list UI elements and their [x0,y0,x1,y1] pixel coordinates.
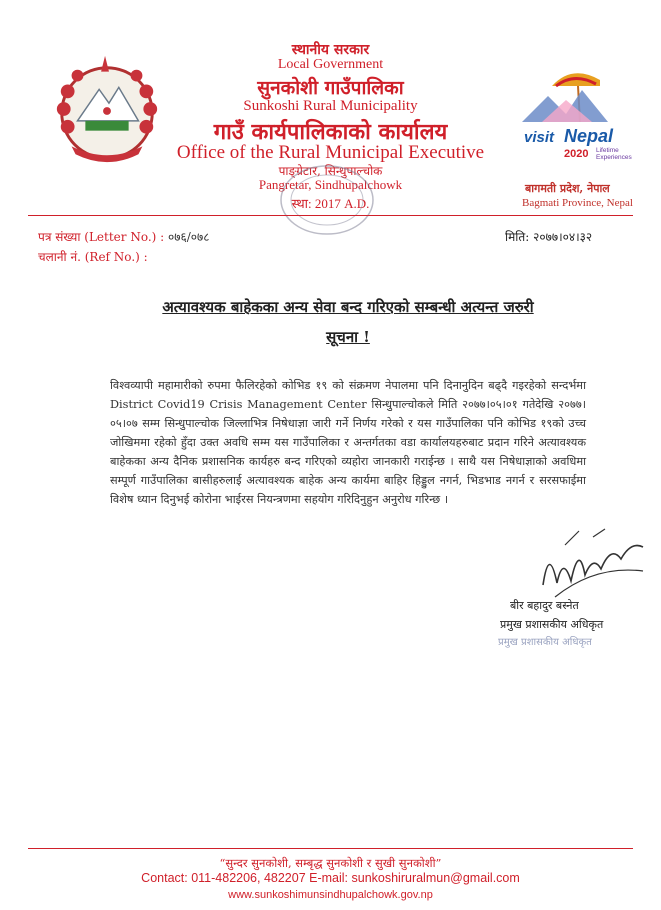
letter-number-value: ०७६/०७८ [168,230,210,244]
signer-name: बीर बहादुर बस्नेत [510,599,579,612]
ref-number-label: चलानी नं. (Ref No.) : [38,250,148,264]
subject-line-2: सूचना ! [326,328,370,346]
footer-contact: Contact: 011-482206, 482207 E-mail: sunkoshiruralmun@gmail.com [141,871,520,885]
signer-title: प्रमुख प्रशासकीय अधिकृत [500,618,604,631]
header-address-np: पाङ्ग्रेटार, सिन्धुपाल्चोक [278,164,383,178]
footer-motto: “सुन्दर सुनकोशी, सम्बृद्ध सुनकोशी र सुखी सुनकोशी” [219,856,442,870]
header-municipality-en: Sunkoshi Rural Municipality [243,98,418,114]
province-en: Bagmati Province, Nepal [522,197,633,209]
letter-number-label: पत्र संख्या (Letter No.) : [38,230,165,244]
header-municipality-np: सुनकोशी गाउँपालिका [257,77,404,99]
letter-date [505,228,592,245]
office-stamp-icon [275,160,380,240]
subject-line-1: अत्यावश्यक बाहेकका अन्य सेवा बन्द गरिएको सम्बन्धी अत्यन्त जरुरी [162,298,534,316]
visit-logo-year: 2020 [564,148,589,160]
footer-divider [28,848,633,849]
date-value: २०७७।०४।३२ [533,230,593,244]
header-local-gov-np: स्थानीय सरकार [291,42,370,58]
date-label: मिति: [505,230,530,244]
header-established: स्था: 2017 A.D. [291,196,370,211]
visit-logo-tag2: Experiences [596,154,632,161]
visit-logo-tag1: Lifetime [596,147,619,154]
letter-number [38,228,210,245]
visit-logo-word2: Nepal [564,126,614,146]
notice-body: विश्वव्यापी महामारीको रुपमा फैलिरहेको कोभिड १९ को संक्रमण नेपालमा पनि दिनानुदिन बढ्दै गइरहेको सन्दर्भमा District Covid19 Crisis Management Center सिन्धुपाल्चोकले मिति २०७७।०५।०१ गतेदेखि २०७७।०५।०७ सम्म सिन्धुपाल्चोक जिल्लाभित्र निषेधाज्ञा जारी गर्ने निर्णय गरेको र यस गाउँपालिका पनि कोभिड १९को उच्च जोखिममा रहेको हुँदा उक्त अवधि सम्म यस गाउँपालिका र अन्तर्गतका वडा कार्यालयहरुबाट प्रदान गरिने अत्यावश्यक बाहेकका अन्य दैनिक प्रशासनिक कार्यहरु बन्द गरिएको व्यहोरा जानकारी गराईन्छ । साथै यस निषेधाज्ञाको अवधिमा सम्पूर्ण गाउँपालिका बासीहरुलाई अत्यावश्यक बाहेक अन्य कार्यमा बाहिर हिड्डुल नगर्न, भिडभाड नगर्न र सरसफाईमा विशेष ध्यान दिनुभई कोरोना भाईरस नियन्त्रणमा सहयोग गरिदिनुहुन अनुरोध गरिन्छ । [110,379,586,506]
header-local-gov-en: Local Government [277,57,384,72]
visit-nepal-logo-icon [522,60,640,170]
signature-icon [535,525,650,605]
header-office-en: Office of the Rural Municipal Executive [176,142,485,163]
notice-subject [108,292,588,352]
header-office-np: गाउँ कार्यपालिकाको कार्यालय [213,119,448,145]
header-divider [28,215,633,216]
signer-stamp-text: प्रमुख प्रशासकीय अधिकृत [498,637,592,648]
visit-logo-word1: visit [524,129,555,146]
header-address-en: Pangretar, Sindhupalchowk [258,177,403,192]
footer-website: www.sunkoshimunsindhupalchowk.gov.np [228,889,433,901]
province-np: बागमती प्रदेश, नेपाल [525,182,610,195]
